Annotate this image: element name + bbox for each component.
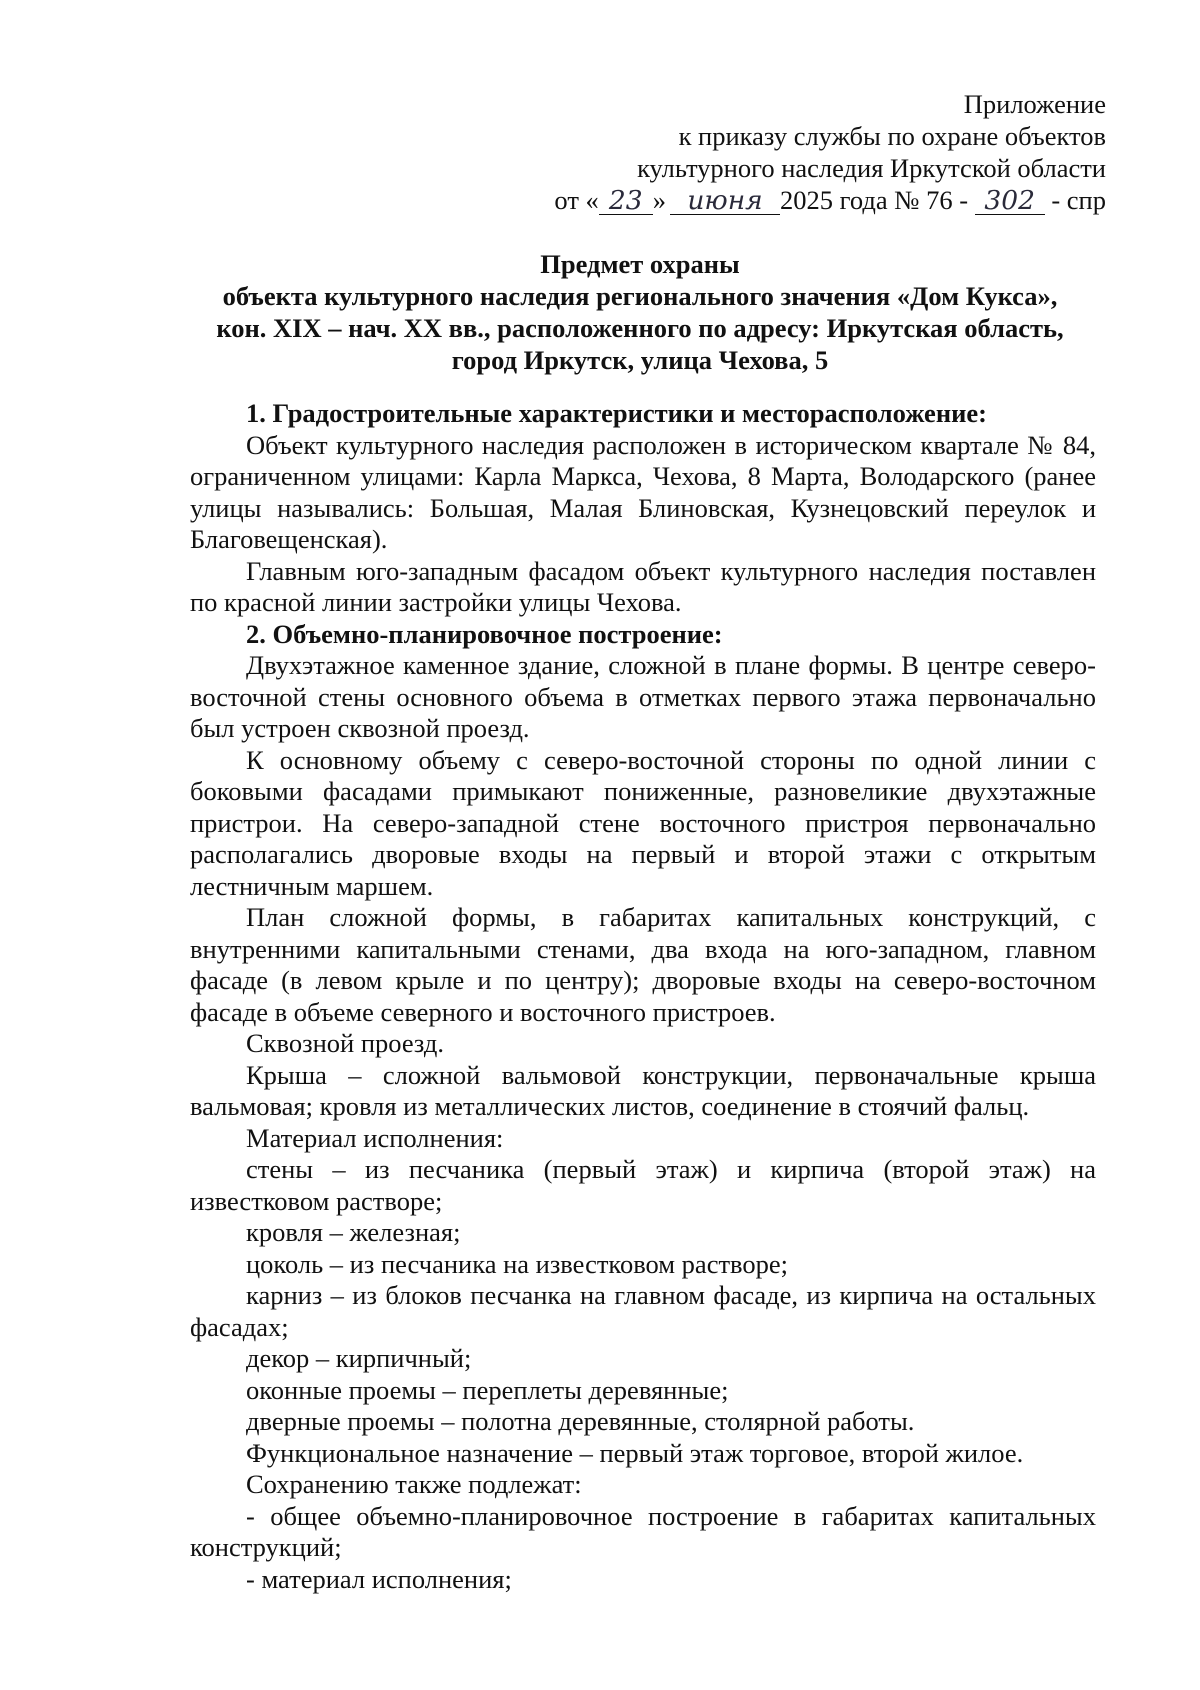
date-prefix: от «	[554, 185, 599, 215]
paragraph: дверные проемы – полотна деревянные, столярной работы.	[246, 1406, 915, 1436]
paragraph: Сквозной проезд.	[246, 1028, 445, 1058]
paragraph: Сохранению также подлежат:	[246, 1469, 582, 1499]
paragraph: стены – из песчаника (первый этаж) и кирпича (второй этаж) на известковом растворе;	[190, 1154, 1096, 1216]
paragraph: декор – кирпичный;	[246, 1343, 472, 1373]
agency-name-line: культурного наследия Иркутской области	[637, 153, 1106, 183]
document-body	[190, 398, 1096, 1595]
order-suffix: - спр	[1051, 185, 1106, 215]
handwritten-order-number: 302	[975, 188, 1045, 215]
paragraph: Функциональное назначение – первый этаж торговое, второй жилое.	[246, 1437, 1024, 1468]
paragraph: оконные проемы – переплеты деревянные;	[246, 1374, 729, 1405]
paragraph: Главным юго-западным фасадом объект культурного наследия поставлен по красной линии застройки улицы Чехова.	[190, 555, 1096, 617]
section-2-heading: 2. Объемно-планировочное построение:	[246, 618, 723, 649]
paragraph: кровля – железная;	[246, 1217, 461, 1247]
title-line-2: объекта культурного наследия регионального значения «Дом Кукса»,	[222, 281, 1058, 311]
paragraph: Двухэтажное каменное здание, сложной в плане формы. В центре северо-восточной стены основного объема в отметках первого этажа первоначально был устроен сквозной проезд.	[190, 650, 1096, 743]
document-title	[190, 248, 1090, 376]
paragraph: карниз – из блоков песчанка на главном фасаде, из кирпича на остальных фасадах;	[190, 1280, 1096, 1342]
paragraph: Материал исполнения:	[246, 1122, 504, 1153]
appendix-label: Приложение	[963, 89, 1106, 119]
paragraph: цоколь – из песчаника на известковом растворе;	[246, 1248, 788, 1279]
paragraph: - общее объемно-планировочное построение в габаритах капитальных конструкций;	[190, 1500, 1096, 1562]
appendix-header	[554, 88, 1106, 216]
paragraph: К основному объему с северо-восточной стороны по одной линии с боковыми фасадами примыкают пониженные, разновеликие двухэтажные пристрои. На северо-западной стене восточного пристроя первоначально располагались дворовые входы на первый и второй этажи с открытым лестничным маршем.	[190, 744, 1096, 901]
title-line-1: Предмет охраны	[540, 249, 740, 279]
paragraph: Крыша – сложной вальмовой конструкции, первоначальные крыша вальмовая; кровля из металлических листов, соединение в стоячий фальц.	[190, 1059, 1096, 1121]
handwritten-month: июня	[670, 188, 780, 215]
paragraph: План сложной формы, в габаритах капитальных конструкций, с внутренними капитальными стенами, два входа на юго-западном, главном фасаде (в левом крыле и по центру); дворовые входы на северо-восточном фасаде в объеме северного и восточного пристроев.	[190, 902, 1096, 1027]
order-reference-line: к приказу службы по охране объектов	[678, 121, 1106, 151]
paragraph: - материал исполнения;	[246, 1563, 512, 1594]
title-line-3: кон. XIX – нач. XX вв., расположенного по адресу: Иркутская область,	[216, 313, 1064, 343]
handwritten-day: 23	[599, 188, 653, 215]
paragraph: Объект культурного наследия расположен в историческом квартале № 84, ограниченном улицами: Карла Маркса, Чехова, 8 Марта, Володарского (ранее улицы назывались: Большая, Малая Блиновская, Кузнецовский переулок и Благовещенская).	[190, 429, 1096, 554]
date-mid: »	[652, 185, 667, 215]
order-date-line	[554, 184, 1106, 216]
section-1-heading: 1. Градостроительные характеристики и месторасположение:	[246, 398, 987, 428]
title-line-4: город Иркутск, улица Чехова, 5	[451, 345, 829, 375]
date-year-text: 2025 года № 76 -	[780, 185, 969, 215]
